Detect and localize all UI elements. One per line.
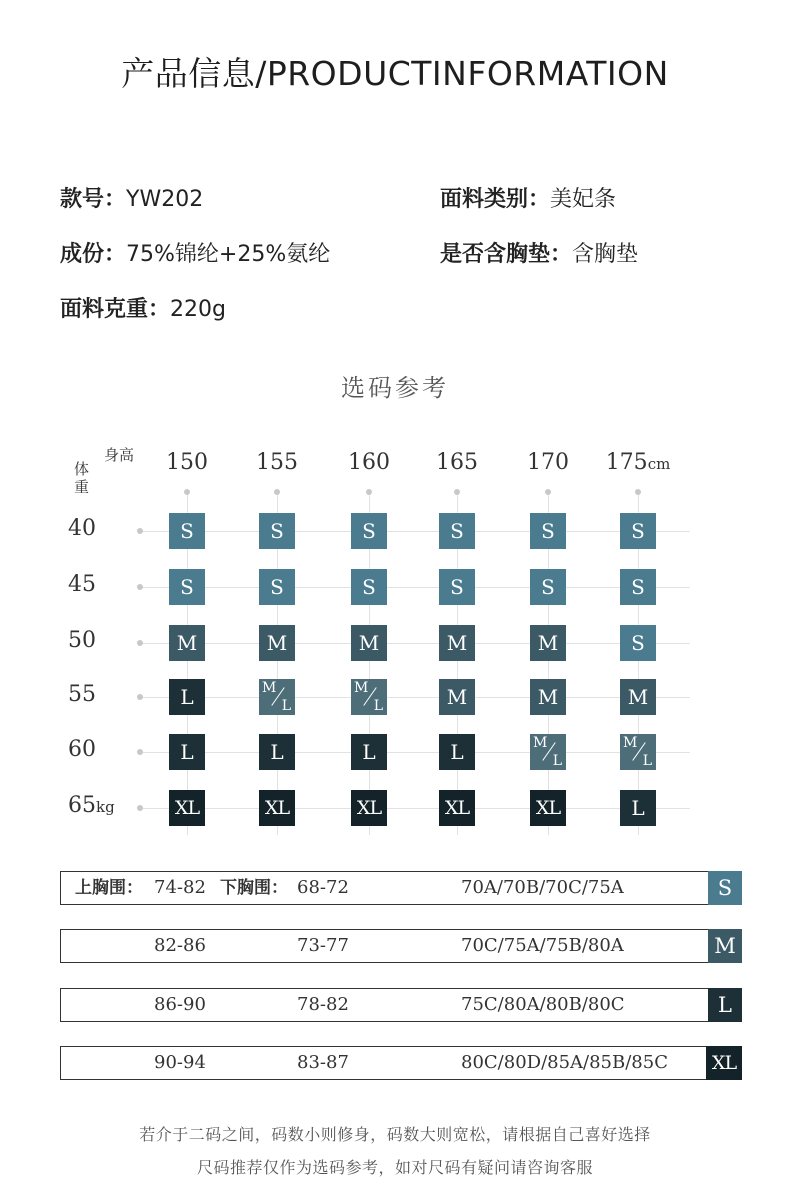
height-tick-dot — [274, 489, 280, 495]
weight-value: 65 — [68, 793, 96, 818]
size-cell-s: S — [351, 513, 387, 549]
fabric-weight-label: 面料克重： — [60, 297, 171, 322]
weight-tick-dot — [137, 640, 143, 646]
grid-row-line — [140, 808, 690, 809]
height-unit: cm — [647, 455, 671, 473]
composition-label: 成份： — [60, 242, 127, 267]
chest-pad — [440, 237, 638, 268]
grid-row-line — [140, 531, 690, 532]
height-value: 175 — [605, 450, 648, 475]
height-column-label — [237, 450, 317, 475]
bra-size-row — [60, 929, 742, 963]
height-tick-dot — [366, 489, 372, 495]
style-number-label: 款号： — [60, 187, 127, 212]
grid-row-line — [140, 587, 690, 588]
bra-size-row — [60, 988, 742, 1022]
height-column-label — [147, 450, 227, 475]
cup-sizes: 75C/80A/80B/80C — [461, 994, 625, 1015]
size-cell-m: M — [439, 679, 475, 715]
size-cell-ml: M L — [351, 679, 387, 715]
size-cell-l: L — [169, 734, 205, 770]
cup-sizes: 80C/80D/85A/85B/85C — [461, 1052, 668, 1073]
grid-row-line — [140, 752, 690, 753]
grid-row-line — [140, 697, 690, 698]
bra-size-row — [60, 871, 742, 905]
fabric-type-value: 美妃条 — [550, 187, 617, 212]
weight-value: 60 — [68, 737, 96, 762]
size-cell-s: S — [169, 513, 205, 549]
height-column-label — [598, 450, 678, 475]
weight-value: 45 — [68, 572, 96, 597]
size-cell-xl: XL — [530, 790, 566, 826]
fabric-weight-value: 220g — [170, 297, 226, 322]
size-cell-m: M — [351, 625, 387, 661]
size-cell-s: S — [530, 513, 566, 549]
chest-pad-label: 是否含胸垫： — [440, 242, 573, 267]
grid-row-line — [140, 643, 690, 644]
weight-value: 50 — [68, 628, 96, 653]
upper-chest-label: 上胸围： — [75, 878, 143, 898]
height-value: 160 — [348, 450, 390, 475]
bra-size-row — [60, 1046, 742, 1080]
size-cell-l: L — [351, 734, 387, 770]
page-title: 产品信息/PRODUCTINFORMATION — [121, 54, 669, 93]
size-cell-m: M — [530, 679, 566, 715]
size-cell-s: S — [439, 569, 475, 605]
height-value: 165 — [436, 450, 478, 475]
size-cell-xl: XL — [169, 790, 205, 826]
bra-size-badge: M — [708, 929, 742, 963]
size-cell-ml: M L — [620, 734, 656, 770]
size-cell-s: S — [620, 569, 656, 605]
weight-row-label — [68, 682, 96, 707]
weight-value: 40 — [68, 516, 96, 541]
style-number — [60, 182, 203, 213]
size-cell-m: M — [169, 625, 205, 661]
height-tick-dot — [454, 489, 460, 495]
height-column-label — [329, 450, 409, 475]
height-value: 155 — [256, 450, 298, 475]
height-tick-dot — [184, 489, 190, 495]
under-chest-label: 下胸围： — [220, 878, 288, 898]
weight-tick-dot — [137, 694, 143, 700]
size-guide-title: 选码参考 — [341, 374, 449, 402]
size-cell-s: S — [351, 569, 387, 605]
height-value: 170 — [527, 450, 569, 475]
size-cell-s: S — [439, 513, 475, 549]
weight-tick-dot — [137, 749, 143, 755]
weight-value: 55 — [68, 682, 96, 707]
under-chest-range: 68-72 — [297, 877, 349, 898]
weight-row-label — [68, 516, 96, 541]
size-cell-l: L — [169, 679, 205, 715]
size-cell-m: M — [439, 625, 475, 661]
weight-row-label — [68, 628, 96, 653]
size-cell-s: S — [259, 513, 295, 549]
size-cell-l: L — [620, 790, 656, 826]
weight-row-label — [68, 737, 96, 762]
composition — [60, 237, 330, 268]
upper-chest-range: 74-82 — [154, 877, 206, 898]
weight-tick-dot — [137, 528, 143, 534]
size-cell-s: S — [259, 569, 295, 605]
size-cell-m: M — [620, 679, 656, 715]
size-cell-s: S — [620, 513, 656, 549]
composition-value: 75%锦纶+25%氨纶 — [126, 242, 331, 267]
size-cell-ml: M L — [259, 679, 295, 715]
under-chest-range: 73-77 — [297, 935, 349, 956]
height-column-label — [508, 450, 588, 475]
note-line-2: 尺码推荐仅作为选码参考，如对尺码有疑问请咨询客服 — [196, 1158, 593, 1177]
height-column-label — [417, 450, 497, 475]
height-tick-dot — [545, 489, 551, 495]
under-chest-range: 78-82 — [297, 994, 349, 1015]
upper-chest-range: 86-90 — [154, 994, 206, 1015]
cup-sizes: 70A/70B/70C/75A — [461, 877, 624, 898]
weight-tick-dot — [137, 584, 143, 590]
size-cell-ml: M L — [530, 734, 566, 770]
upper-chest-range: 90-94 — [154, 1052, 206, 1073]
bra-size-badge: S — [708, 871, 742, 905]
weight-row-label — [68, 793, 115, 818]
weight-tick-dot — [137, 805, 143, 811]
size-cell-l: L — [439, 734, 475, 770]
height-tick-dot — [635, 489, 641, 495]
upper-chest-range: 82-86 — [154, 935, 206, 956]
size-cell-l: L — [259, 734, 295, 770]
size-cell-xl: XL — [351, 790, 387, 826]
note-line-1: 若介于二码之间，码数小则修身，码数大则宽松，请根据自己喜好选择 — [139, 1125, 651, 1144]
chest-pad-value: 含胸垫 — [572, 242, 639, 267]
fabric-type — [440, 182, 616, 213]
weight-unit: kg — [96, 798, 115, 816]
size-cell-s: S — [530, 569, 566, 605]
size-cell-xl: XL — [439, 790, 475, 826]
size-cell-s: S — [169, 569, 205, 605]
style-number-value: YW202 — [126, 187, 204, 212]
fabric-type-label: 面料类别： — [440, 187, 551, 212]
fabric-weight — [60, 292, 226, 323]
corner-height-label: 身高 — [104, 446, 135, 464]
size-cell-m: M — [530, 625, 566, 661]
size-cell-m: M — [259, 625, 295, 661]
cup-sizes: 70C/75A/75B/80A — [461, 935, 624, 956]
size-cell-xl: XL — [259, 790, 295, 826]
weight-row-label — [68, 572, 96, 597]
under-chest-range: 83-87 — [297, 1052, 349, 1073]
bra-size-badge: L — [708, 988, 742, 1022]
height-value: 150 — [166, 450, 208, 475]
size-cell-s: S — [620, 625, 656, 661]
bra-size-badge: XL — [706, 1046, 742, 1080]
corner-weight-label: 体重 — [74, 460, 90, 496]
